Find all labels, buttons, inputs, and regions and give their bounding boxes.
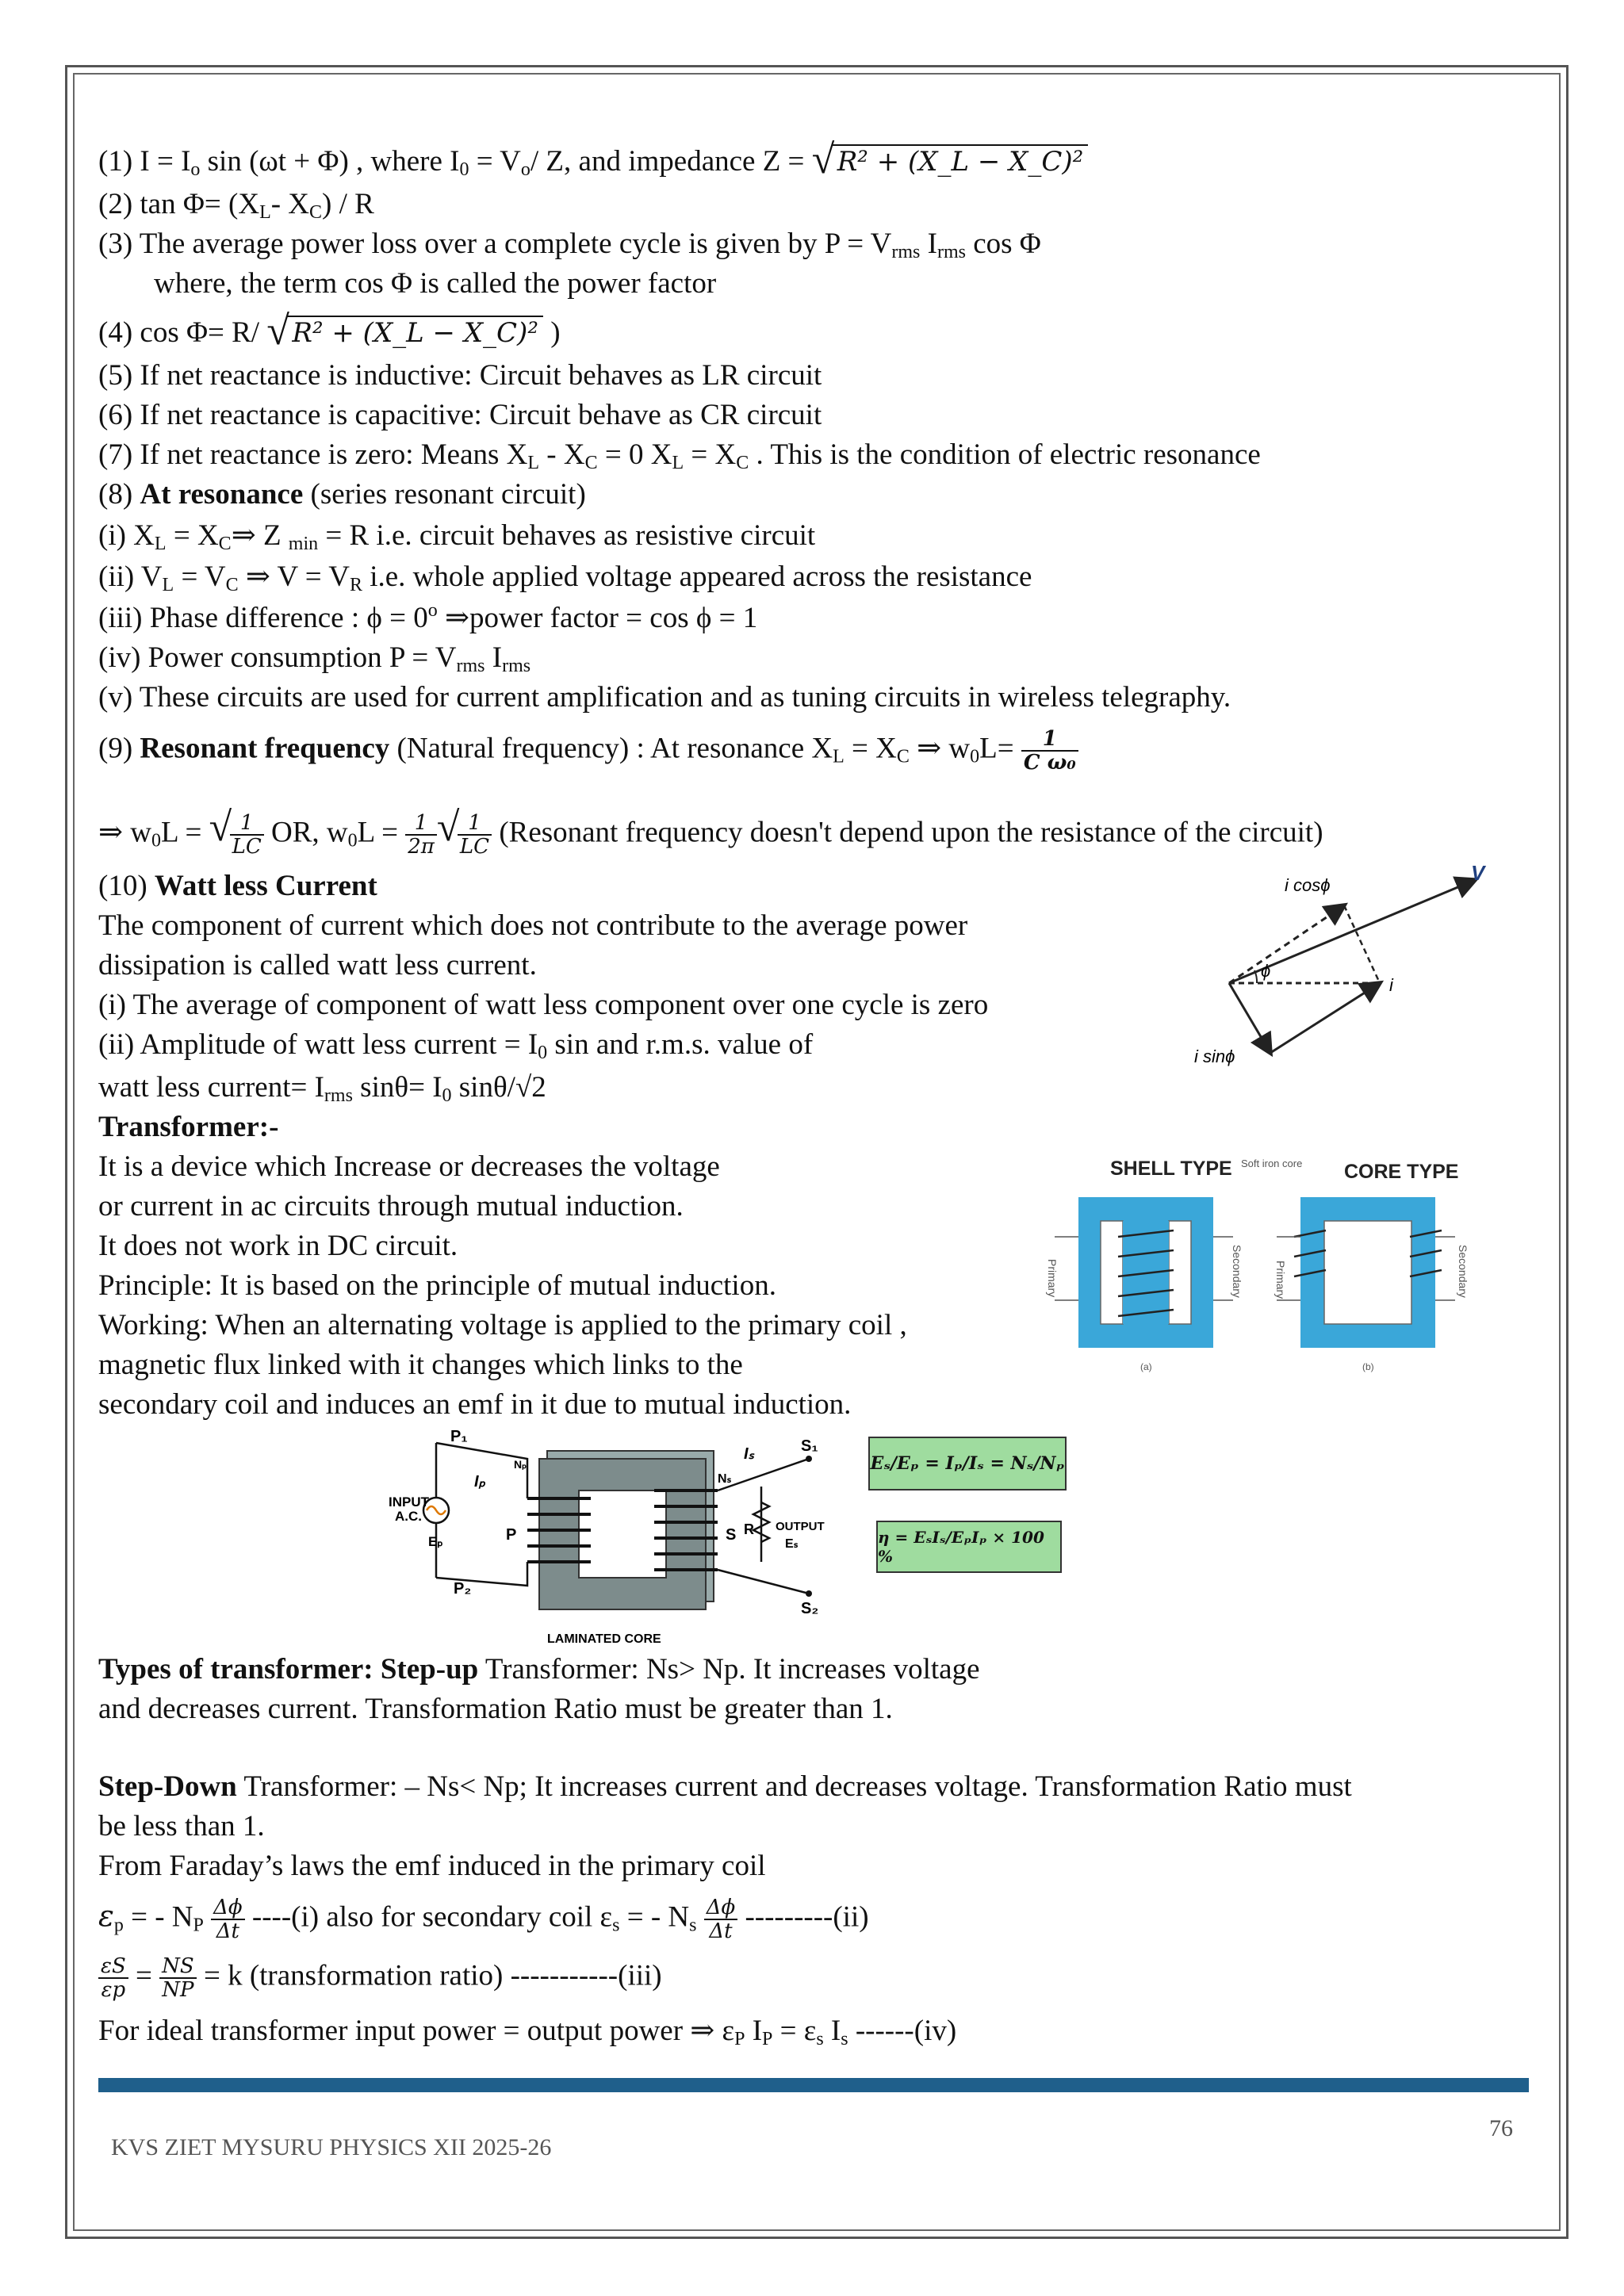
- i-vector: [1270, 983, 1380, 1053]
- ip-label: Iₚ: [474, 1473, 486, 1490]
- point-7: (7) If net reactance is zero: Means $X_L - X_C = 0$ $X_L = X_C$ . This is the condition of electric resonance: [98, 438, 1261, 473]
- core-type-label: CORE TYPE: [1344, 1161, 1459, 1183]
- wattless-text-5: watt less current= $I_{rms}$ $\sin\theta= I_0$ sinθ/√2: [98, 1071, 546, 1106]
- r-label: R: [744, 1521, 754, 1537]
- wattless-text-1: The component of current which does not contribute to the average power: [98, 909, 968, 942]
- phi-label: ϕ: [1261, 961, 1271, 981]
- efficiency-formula-box: η = EₛIₛ/EₚIₚ × 100 %: [876, 1521, 1062, 1573]
- point-1: (1) $I = I_o$ sin (ωt + Φ) , where $I_0 = V_o/$ Z, and impedance Z = √ R² + (X_L − X_C)²: [98, 144, 1088, 179]
- output-label: OUTPUT: [776, 1520, 825, 1533]
- point-5: (5) If net reactance is inductive: Circuit behaves as LR circuit: [98, 359, 822, 392]
- ep-label: Eₚ: [428, 1534, 443, 1549]
- transformer-text-3: It does not work in DC circuit.: [98, 1230, 458, 1262]
- transformer-heading: Transformer:-: [98, 1111, 279, 1143]
- transformer-circuit-diagram: [389, 1427, 848, 1649]
- laminated-core-label: LAMINATED CORE: [547, 1632, 661, 1646]
- impedance-formula: √ R² + (X_L − X_C)²: [812, 144, 1089, 179]
- wattless-text-3: (i) The average of component of watt less component over one cycle is zero: [98, 989, 989, 1021]
- point-2: (2) $\tan \Phi= (X_L-$ $X_C$) / R: [98, 188, 374, 223]
- page-number: 76: [1489, 2115, 1513, 2141]
- stepdown-text-1: Step-Down Transformer: – Ns< Np; It increases current and decreases voltage. Transformation Ratio must: [98, 1770, 1352, 1803]
- projection-line: [1344, 905, 1380, 983]
- shell-type-label: SHELL TYPE: [1110, 1158, 1232, 1180]
- stepdown-text-2: be less than 1.: [98, 1810, 265, 1843]
- transformer-text-6: magnetic flux linked with it changes which links to the: [98, 1349, 743, 1381]
- point-8-iii: (iii) Phase difference : $\phi = 0^o$ ⇒power factor = cos ϕ = 1: [98, 600, 758, 634]
- equation-1: $\varepsilon_p$ = - $N_P$ $\frac{\Delta\phi}{\Delta t}$ ----(i) also for secondary coil $\varepsilon_s$ = - $N_s$ $\frac{\Delta\phi}{\Delta t}$ ---------(ii): [98, 1896, 869, 1943]
- shell-secondary-label: Secondary: [1231, 1245, 1243, 1298]
- is-label: Iₛ: [744, 1445, 755, 1463]
- isin-vector: [1229, 983, 1270, 1053]
- s2-label: S₂: [801, 1600, 819, 1617]
- point-3-note: where, the term cos Φ is called the power factor: [154, 267, 717, 300]
- p1-label: P₁: [450, 1428, 468, 1445]
- ratio-formula-box: Eₛ/Eₚ = Iₚ/Iₛ = Nₛ/Nₚ: [868, 1437, 1067, 1490]
- v-label: V: [1471, 861, 1485, 885]
- secondary-s-label: S: [726, 1526, 737, 1544]
- faraday-text: From Faraday’s laws the emf induced in the primary coil: [98, 1850, 766, 1882]
- ns-label: Nₛ: [718, 1472, 732, 1486]
- point-4: (4) cos Φ= R/ √ R² + (X_L − X_C)² ): [98, 308, 561, 354]
- point-8-v: (v) These circuits are used for current amplification and as tuning circuits in wireless telegraphy.: [98, 681, 1231, 714]
- point-8-heading: (8) At resonance (series resonant circuit): [98, 478, 586, 511]
- transformer-types-diagram: [1039, 1150, 1467, 1380]
- diagram-b-label: (b): [1362, 1361, 1374, 1372]
- diagram-a-label: (a): [1140, 1361, 1152, 1372]
- transformer-text-1: It is a device which Increase or decreases the voltage: [98, 1150, 720, 1183]
- s1-label: S₁: [801, 1437, 818, 1455]
- wattless-text-4: (ii) Amplitude of watt less current = $I_0$ sin and r.m.s. value of: [98, 1028, 814, 1063]
- p2-label: P₂: [454, 1580, 472, 1598]
- transformer-text-5: Working: When an alternating voltage is applied to the primary coil ,: [98, 1309, 907, 1341]
- es-label: Eₛ: [785, 1537, 799, 1551]
- power-factor-formula: √ R² + (X_L − X_C)²: [266, 316, 543, 350]
- icos-vector: [1229, 905, 1344, 983]
- point-8-ii: (ii) $V_L = V_C$ ⇒ $V = V_R$ i.e. whole applied voltage appeared across the resistance: [98, 561, 1032, 595]
- equation-3: For ideal transformer input power = output power ⇒ $\varepsilon_P$ $I_P = \varepsilon_s$ $I_s$ ------(iv): [98, 2015, 957, 2049]
- point-10-heading: (10) Watt less Current: [98, 870, 377, 902]
- np-label: Nₚ: [514, 1458, 527, 1471]
- point-8-iv: (iv) Power consumption $P = V_{rms}$ $I_{rms}$: [98, 641, 531, 676]
- phasor-diagram: [1182, 861, 1499, 1070]
- footer-text: KVS ZIET MYSURU PHYSICS XII 2025-26: [111, 2134, 552, 2160]
- soft-iron-label: Soft iron core: [1241, 1158, 1303, 1169]
- transformer-text-7: secondary coil and induces an emf in it due to mutual induction.: [98, 1388, 852, 1421]
- wattless-text-2: dissipation is called watt less current.: [98, 949, 537, 982]
- point-9-formula: ⇒ $w_0L$ = √ $\frac{1}{LC}$ OR, $w_0L$ = $\frac{1}{2\pi}$ √ $\frac{1}{LC}$ (Resonant frequency doesn't depend upon the resistance of the circuit): [98, 805, 1323, 859]
- point-8-i: (i) $X_L$ = $X_C\Rightarrow$ Z $_{min}$ = R i.e. circuit behaves as resistive circuit: [98, 519, 816, 554]
- i-label: i: [1389, 975, 1393, 995]
- equation-2: $\frac{\varepsilon S}{\varepsilon p}$ = $\frac{NS}{NP}$ = k (transformation ratio) -----------(iii): [98, 1955, 662, 2001]
- ac-label: A.C.: [395, 1509, 422, 1524]
- core-primary-label: Primary: [1274, 1261, 1287, 1299]
- transformer-text-2: or current in ac circuits through mutual induction.: [98, 1190, 684, 1223]
- types-text-2: and decreases current. Transformation Ratio must be greater than 1.: [98, 1693, 893, 1725]
- input-label: INPUT: [389, 1494, 429, 1510]
- icos-label: i cosϕ: [1285, 875, 1331, 895]
- core-secondary-label: Secondary: [1457, 1245, 1469, 1298]
- shell-primary-label: Primary: [1046, 1259, 1059, 1298]
- point-3: (3) The average power loss over a complete cycle is given by $P = V_{rms}$ $I_{rms}$ cos Φ: [98, 228, 1041, 262]
- footer-rule: [98, 2078, 1529, 2092]
- types-text-1: Types of transformer: Step-up Transformer: Ns> Np. It increases voltage: [98, 1653, 980, 1686]
- isin-label: i sinϕ: [1194, 1047, 1235, 1066]
- point-9: (9) Resonant frequency (Natural frequency) : At resonance $X_L = X_C$ ⇒ $w_0L=$ $\frac{1}{\text{C ω₀}}$: [98, 728, 1078, 774]
- primary-p-label: P: [506, 1526, 517, 1544]
- transformer-text-4: Principle: It is based on the principle of mutual induction.: [98, 1269, 776, 1302]
- point-6: (6) If net reactance is capacitive: Circuit behave as CR circuit: [98, 399, 822, 431]
